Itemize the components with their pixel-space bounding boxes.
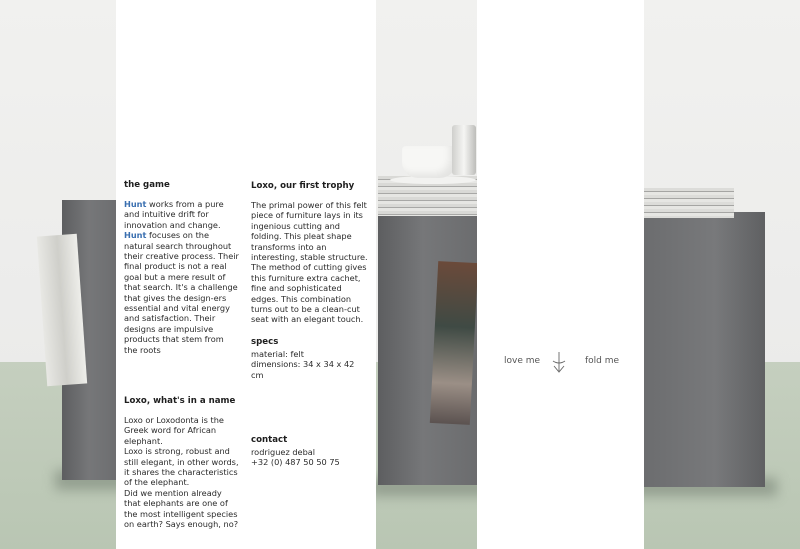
section-whats-in-a-name: [124, 396, 240, 529]
section-text: The primal power of this felt piece of furniture lays in its ingenious cutting and folding. This pleat shape transforms into an interesting, stable structure. The method of cutting gives this furniture extra cachet, fine and sophisticated edges. This combination turns out to be a clean-cut seat with an elegant touch.: [251, 200, 368, 325]
book-stack-photo: [642, 188, 734, 218]
contact-phone: +32 (0) 487 50 50 75: [251, 457, 340, 468]
sugar-shaker-photo: [452, 125, 476, 175]
section-the-game: [124, 180, 239, 355]
magazine-photo: [430, 261, 478, 425]
love-me-label: love me: [504, 356, 541, 366]
section-title: the game: [124, 180, 170, 190]
section-text: Did we mention already that elephants are one of the most intelligent species on earth? Says enough, no?: [124, 487, 239, 530]
contact-name: rodriguez debal: [251, 447, 316, 457]
section-title: Loxo, what's in a name: [124, 396, 236, 406]
section-text: Loxo is strong, robust and still elegant, in other words, it shares the characteristics of the elephant.: [124, 446, 239, 488]
spec-dimensions: dimensions: 34 x 34 x 42 cm: [251, 359, 355, 380]
section-first-trophy: [251, 181, 368, 325]
section-text: Loxo or Loxodonta is the Greek word for African elephant.: [124, 415, 224, 446]
fold-panel: [477, 0, 644, 549]
section-title: contact: [251, 435, 288, 445]
fold-arrow-icon: [550, 352, 568, 374]
section-contact: [251, 435, 368, 468]
fold-me-label: fold me: [585, 356, 620, 366]
section-title: specs: [251, 337, 279, 347]
section-title: Loxo, our first trophy: [251, 181, 355, 191]
section-text: Hunt works from a pure and intuitive drift for innovation and change. Hunt focuses on the natural search throughout their creative process. Their final product is not a real goal but a mere result of that search. It's a challenge that gives the design-ers essential and vital energy and satisfaction. Their designs are impulsive products that stem from the roots: [124, 199, 239, 355]
coffee-cup-photo: [402, 146, 456, 178]
spec-material: material: felt: [251, 349, 304, 359]
brand-name: Hunt: [124, 199, 147, 209]
section-specs: [251, 337, 368, 380]
brand-name: Hunt: [124, 230, 147, 241]
felt-stool-photo: [640, 212, 765, 487]
